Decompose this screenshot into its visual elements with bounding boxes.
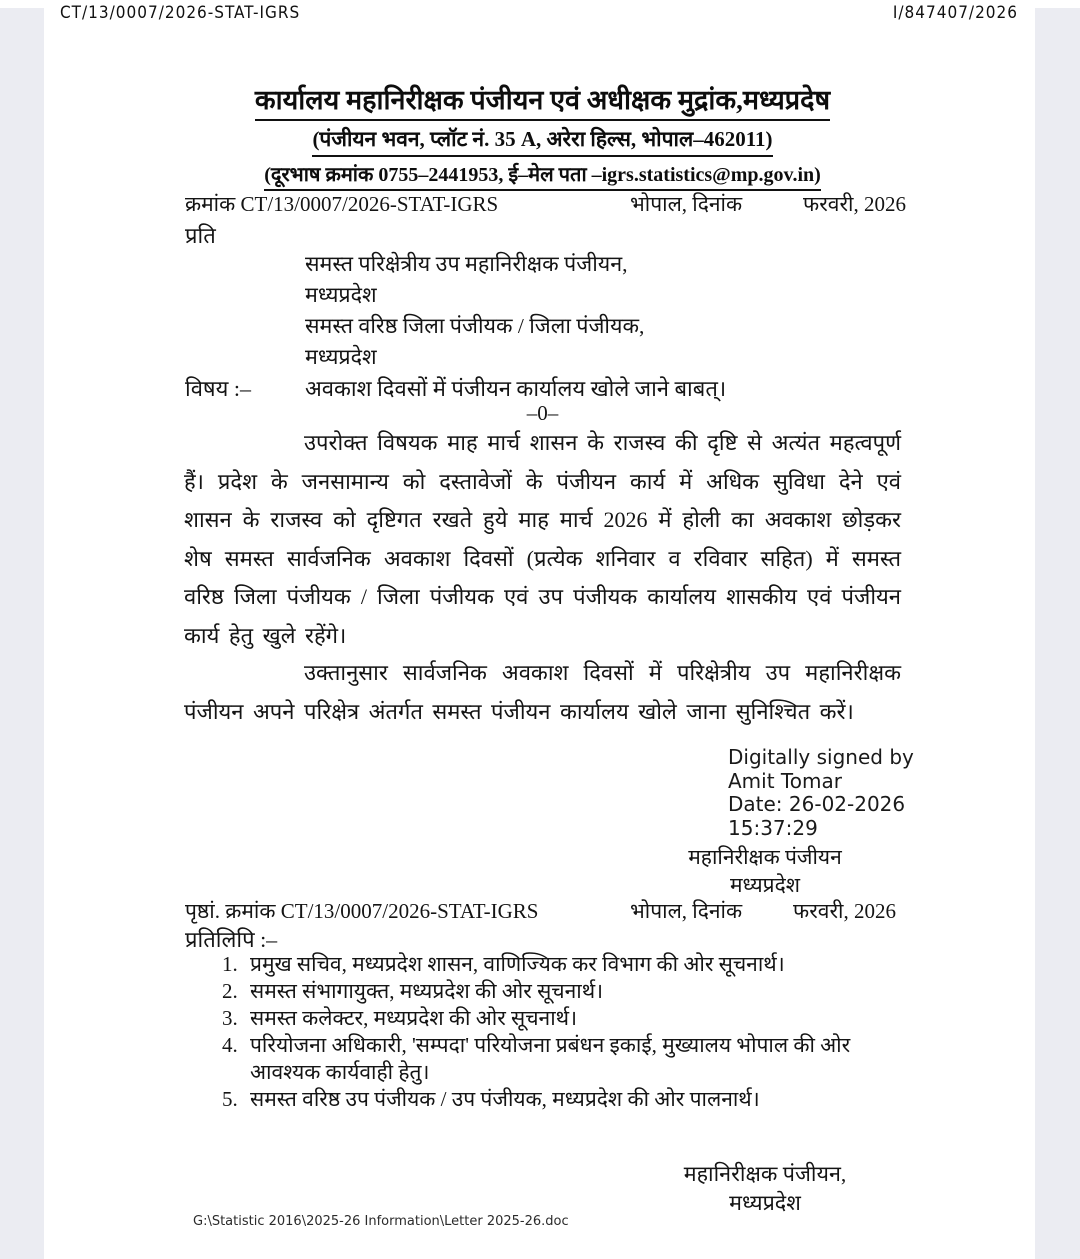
body-paragraph-1: उपरोक्त विषयक माह मार्च शासन के राजस्व की दृष्टि से अत्यंत महत्वपूर्ण हैं। प्रदेश के जनसामान्य को दस्तावेजों के पंजीयन कार्य में अधिक सुविधा देने एवं शासन के राजस्व को दृष्टिगत रखते हुये माह मार्च 2026 में होली का अवकाश छोड़कर शेष समस्त सार्वजनिक अवकाश दिवसों (प्रत्येक शनिवार व रविवार सहित) में समस्त वरिष्ठ जिला पंजीयक / जिला पंजीयक एवं उप पंजीयक कार्यालय शासकीय एवं पंजीयन कार्य हेतु खुले रहेंगे। <box>184 430 901 648</box>
page-right-margin <box>1035 8 1080 1259</box>
file-reference-left: CT/13/0007/2026-STAT-IGRS <box>60 3 301 23</box>
copy-to-label: प्रतिलिपि :– <box>185 927 278 952</box>
digital-signature-line: 15:37:29 <box>728 815 818 840</box>
document-file-path: G:\Statistic 2016\2025-26 Information\Letter 2025-26.doc <box>193 1214 569 1229</box>
office-title: कार्यालय महानिरीक्षक पंजीयन एवं अधीक्षक मुद्रांक,मध्यप्रदेष <box>255 80 830 121</box>
digital-signature-line: Amit Tomar <box>728 768 842 793</box>
list-item <box>222 1032 912 1086</box>
closing-state: मध्यप्रदेश <box>729 1191 801 1215</box>
digital-signature-line: Date: 26-02-2026 <box>728 792 906 816</box>
signatory-designation-block <box>610 843 920 899</box>
list-item <box>222 978 912 1005</box>
list-item-text: परियोजना अधिकारी, 'सम्पदा' परियोजना प्रबंधन इकाई, मुख्यालय भोपाल की ओर आवश्यक कार्यवाही हेतु। <box>250 1033 851 1084</box>
list-item <box>222 951 912 978</box>
office-contact: (दूरभाष क्रमांक 0755–2441953, ई–मेल पता –igrs.statistics@mp.gov.in) <box>264 160 821 191</box>
subject-label: विषय :– <box>185 376 252 401</box>
subject-line <box>185 373 900 403</box>
list-item <box>222 1005 912 1032</box>
signatory-state: मध्यप्रदेश <box>729 873 800 897</box>
signatory-designation: महानिरीक्षक पंजीयन <box>688 845 842 869</box>
list-item-text: समस्त कलेक्टर, मध्यप्रदेश की ओर सूचनार्थ। <box>250 1006 578 1030</box>
to-label: प्रति <box>185 223 216 248</box>
list-item-number: 3. <box>222 1006 238 1030</box>
list-item-number: 4. <box>222 1033 238 1057</box>
copy-to-list <box>222 951 912 1113</box>
recipient-line: मध्यप्रदेश <box>305 283 377 307</box>
recipient-block <box>305 249 644 373</box>
recipient-line: मध्यप्रदेश <box>305 345 377 369</box>
list-item-number: 5. <box>222 1087 238 1111</box>
letterhead <box>120 80 965 191</box>
recipient-line: समस्त वरिष्ठ जिला पंजीयक / जिला पंजीयक, <box>305 314 645 338</box>
list-item-number: 1. <box>222 952 238 976</box>
endorsement-place-label: भोपाल, दिनांक <box>630 899 743 923</box>
subject-text: अवकाश दिवसों में पंजीयन कार्यालय खोले जाने बाबत्। <box>305 376 727 401</box>
list-item <box>222 1086 912 1113</box>
list-item-number: 2. <box>222 979 238 1003</box>
section-divider: –0– <box>526 401 559 425</box>
body-paragraph-2: उक्तानुसार सार्वजनिक अवकाश दिवसों में परिक्षेत्रीय उप महानिरीक्षक पंजीयन अपने परिक्षेत्र अंतर्गत समस्त पंजीयन कार्यालय खोले जाना सुनिश्चित करें। <box>184 660 901 724</box>
place-date-label: भोपाल, दिनांक <box>630 192 743 216</box>
digital-signature-line: Digitally signed by <box>728 745 914 769</box>
digital-signature-stamp <box>728 746 914 840</box>
recipient-line: समस्त परिक्षेत्रीय उप महानिरीक्षक पंजीयन, <box>305 252 628 276</box>
closing-designation: महानिरीक्षक पंजीयन, <box>683 1162 847 1186</box>
document-header-bar <box>60 3 1018 23</box>
list-item-text: समस्त वरिष्ठ उप पंजीयक / उप पंजीयक, मध्यप्रदेश की ओर पालनार्थ। <box>250 1087 760 1111</box>
office-address: (पंजीयन भवन, प्लॉट नं. 35 A, अरेरा हिल्स, भोपाल–462011) <box>312 125 772 157</box>
letter-date: फरवरी, 2026 <box>803 192 906 216</box>
list-item-text: प्रमुख सचिव, मध्यप्रदेश शासन, वाणिज्यिक कर विभाग की ओर सूचनार्थ। <box>250 952 785 976</box>
file-reference-right: I/847407/2026 <box>892 3 1018 23</box>
closing-signature-block <box>600 1160 930 1218</box>
list-item-text: समस्त संभागायुक्त, मध्यप्रदेश की ओर सूचनार्थ। <box>250 979 604 1003</box>
endorsement-number: पृष्ठां. क्रमांक CT/13/0007/2026-STAT-IGRS <box>185 899 539 923</box>
letter-number: क्रमांक CT/13/0007/2026-STAT-IGRS <box>185 192 499 216</box>
page-left-margin <box>0 8 44 1259</box>
endorsement-date: फरवरी, 2026 <box>793 899 896 923</box>
